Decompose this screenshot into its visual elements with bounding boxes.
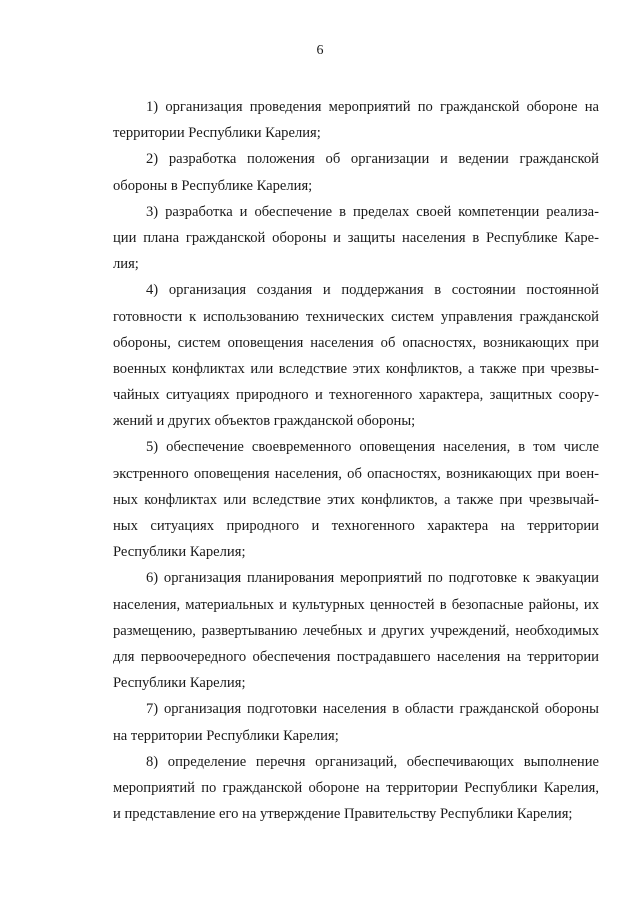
text-line: готовности к использованию технических систем управления гражданской: [113, 308, 599, 325]
text-line: 7) организация подготовки населения в области гражданской обороны: [146, 701, 599, 718]
text-line: 5) обеспечение своевременного оповещения населения, в том числе: [146, 439, 599, 456]
document-body: [113, 94, 599, 827]
text-line: 4) организация создания и поддержания в состоянии постоянной: [146, 282, 599, 299]
list-item: [113, 146, 599, 198]
text-line: ных конфликтах или вследствие этих конфликтов, а также при чрезвычай-: [113, 491, 599, 508]
text-line: и представление его на утверждение Правительству Республики Карелия;: [113, 806, 573, 823]
text-line: обороны, систем оповещения населения об опасностях, возникающих при: [113, 334, 599, 351]
text-line: Республики Карелия;: [113, 544, 246, 561]
list-item: [113, 277, 599, 434]
text-line: ции плана гражданской обороны и защиты населения в Республике Каре-: [113, 229, 599, 246]
list-item: [113, 696, 599, 748]
text-line: на территории Республики Карелия;: [113, 727, 339, 744]
list-item: [113, 94, 599, 146]
text-line: ных ситуациях природного и техногенного характера на территории: [113, 518, 599, 534]
text-line: 6) организация планирования мероприятий по подготовке к эвакуации: [146, 570, 599, 587]
page-number: 6: [316, 43, 324, 58]
text-line: чайных ситуациях природного и техногенного характера, защитных соору-: [113, 387, 599, 404]
text-line: обороны в Республике Карелия;: [113, 177, 313, 194]
text-line: экстренного оповещения населения, об опасностях, возникающих при воен-: [113, 465, 599, 482]
text-line: Республики Карелия;: [113, 675, 246, 692]
text-line: 1) организация проведения мероприятий по гражданской обороне на: [146, 99, 599, 115]
text-line: размещению, развертыванию лечебных и других учреждений, необходимых: [113, 622, 599, 639]
text-line: лия;: [113, 256, 139, 273]
list-item: [113, 749, 599, 828]
text-line: 8) определение перечня организаций, обеспечивающих выполнение: [146, 753, 599, 770]
text-line: военных конфликтах или вследствие этих конфликтов, а также при чрезвы-: [113, 360, 599, 377]
list-item: [113, 434, 599, 565]
list-item: [113, 565, 599, 696]
text-line: мероприятий по гражданской обороне на территории Республики Карелия,: [113, 779, 599, 796]
text-line: жений и других объектов гражданской обороны;: [113, 413, 416, 430]
text-line: 3) разработка и обеспечение в пределах своей компетенции реализа-: [146, 203, 599, 220]
text-line: территории Республики Карелия;: [113, 125, 321, 142]
text-line: для первоочередного обеспечения пострадавшего населения на территории: [113, 648, 599, 665]
text-line: 2) разработка положения об организации и ведении гражданской: [146, 151, 599, 168]
text-line: населения, материальных и культурных ценностей в безопасные районы, их: [113, 596, 599, 613]
list-item: [113, 199, 599, 278]
